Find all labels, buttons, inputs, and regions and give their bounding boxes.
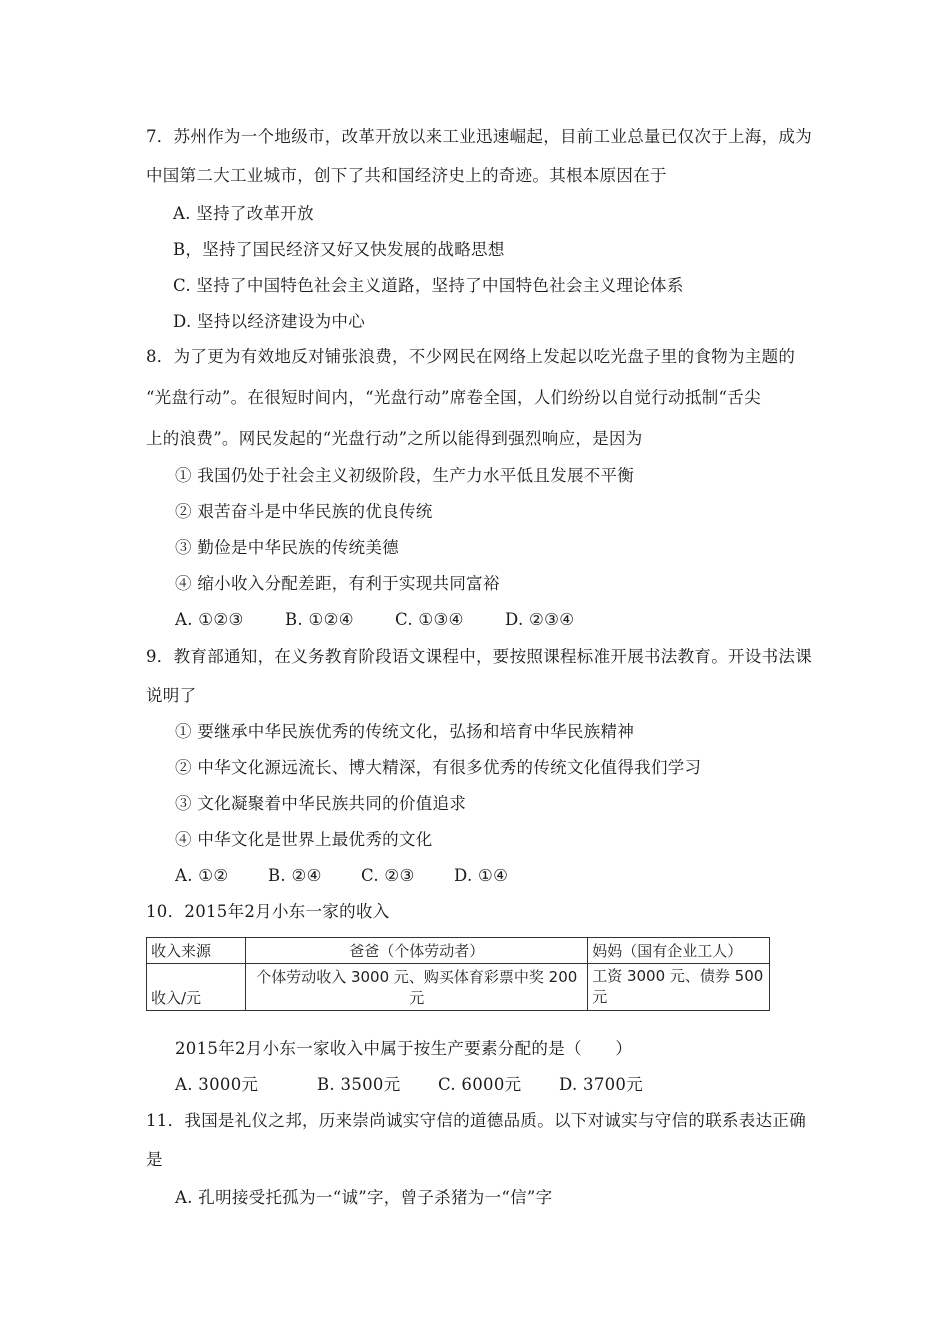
q10-choice-d: D. 3700元 [559,1075,644,1094]
mom-income-line1: 工资 3000 元、债券 500 [592,967,764,985]
dad-income-cell: 个体劳动收入 3000 元、购买体育彩票中奖 200 元 [246,964,588,1011]
q8-stem-line3: 上的浪费”。网民发起的“光盘行动”之所以能得到强烈响应，是因为 [146,429,643,448]
income-table-row [147,964,770,1011]
q10-stem: 10．2015年2月小东一家的收入 [146,902,390,921]
q9-item-1: ① 要继承中华民族优秀的传统文化，弘扬和培育中华民族精神 [175,722,635,741]
q7-option-b: B，坚持了国民经济又好又快发展的战略思想 [173,240,505,259]
q10-choices [175,1075,643,1095]
q9-choice-a: A. ①② [175,866,229,885]
q10-choice-b: B. 3500元 [317,1075,401,1094]
q7-option-d: D. 坚持以经济建设为中心 [173,312,366,331]
q7-option-a: A. 坚持了改革开放 [173,204,314,223]
q11-stem-line2: 是 [146,1150,163,1169]
q8-item-1: ① 我国仍处于社会主义初级阶段，生产力水平低且发展不平衡 [175,466,635,485]
q9-item-3: ③ 文化凝聚着中华民族共同的价值追求 [175,794,467,813]
q9-item-2: ② 中华文化源远流长、博大精深，有很多优秀的传统文化值得我们学习 [175,758,702,777]
q9-choices [175,866,508,886]
q10-question: 2015年2月小东一家收入中属于按生产要素分配的是（ ） [175,1039,633,1058]
mom-income-cell [588,964,770,1011]
q8-choice-a: A. ①②③ [175,610,244,629]
income-row-label: 收入/元 [147,964,246,1011]
q10-choice-a: A. 3000元 [175,1075,259,1094]
dad-header: 爸爸（个体劳动者） [246,938,588,964]
mom-income-line2: 元 [592,988,608,1006]
q8-stem-line2: “光盘行动”。在很短时间内，“光盘行动”席卷全国，人们纷纷以自觉行动抵制“舌尖 [146,388,761,407]
q9-item-4: ④ 中华文化是世界上最优秀的文化 [175,830,433,849]
q7-option-c: C. 坚持了中国特色社会主义道路，坚持了中国特色社会主义理论体系 [173,276,684,295]
q9-stem-line1: 9．教育部通知，在义务教育阶段语文课程中，要按照课程标准开展书法教育。开设书法课 [146,647,812,666]
q8-item-4: ④ 缩小收入分配差距，有利于实现共同富裕 [175,574,500,593]
q9-stem-line2: 说明了 [146,686,197,705]
q8-item-3: ③ 勤俭是中华民族的传统美德 [175,538,399,557]
income-table-header-row [147,938,770,964]
q9-choice-d: D. ①④ [454,866,509,885]
q8-stem-line1: 8．为了更为有效地反对铺张浪费，不少网民在网络上发起以吃光盘子里的食物为主题的 [146,347,796,366]
income-table [146,937,770,1011]
q9-choice-c: C. ②③ [361,866,415,885]
q7-stem-line1: 7．苏州作为一个地级市，改革开放以来工业迅速崛起，目前工业总量已仅次于上海，成为 [146,127,812,146]
q9-choice-b: B. ②④ [268,866,322,885]
q8-item-2: ② 艰苦奋斗是中华民族的优良传统 [175,502,433,521]
income-source-header: 收入来源 [147,938,246,964]
q8-choice-d: D. ②③④ [505,610,575,629]
mom-header: 妈妈（国有企业工人） [588,938,770,964]
q11-option-a: A. 孔明接受托孤为一“诚”字，曾子杀猪为一“信”字 [175,1188,553,1207]
q11-stem-line1: 11．我国是礼仪之邦，历来崇尚诚实守信的道德品质。以下对诚实与守信的联系表达正确 [146,1111,806,1130]
q8-choice-c: C. ①③④ [395,610,464,629]
q7-stem-line2: 中国第二大工业城市，创下了共和国经济史上的奇迹。其根本原因在于 [146,166,667,185]
q10-choice-c: C. 6000元 [438,1075,522,1094]
q8-choices [175,610,574,630]
q8-choice-b: B. ①②④ [285,610,354,629]
